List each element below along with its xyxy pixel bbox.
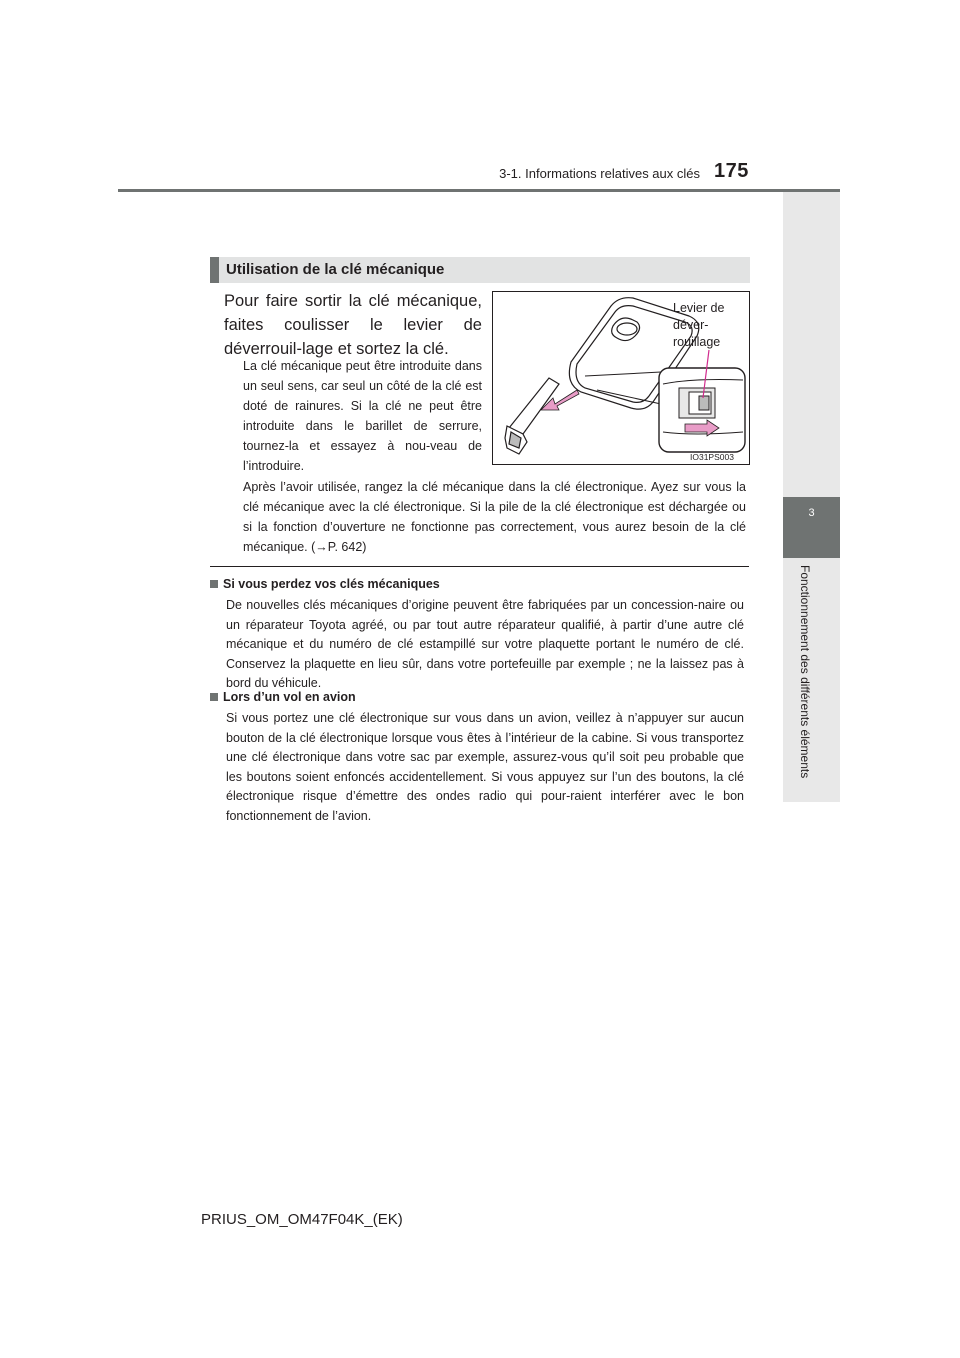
key-illustration [492,291,750,465]
note-heading-text: Si vous perdez vos clés mécaniques [223,577,440,591]
section-heading: Utilisation de la clé mécanique [226,261,445,278]
chapter-title: Fonctionnement des différents éléments [797,565,812,779]
chapter-number: 3 [808,507,815,519]
document-code: PRIUS_OM_OM47F04K_(EK) [201,1211,403,1228]
note-heading-text: Lors d’un vol en avion [223,690,356,704]
note-body: De nouvelles clés mécaniques d’origine peuvent être fabriquées par un concession-naire ou un réparateur Toyota agréé, ou par tout autre réparateur qualifié, à partir d’une autre clé mécanique et du numéro de clé estampillé sur votre plaquette portant le numéro de clé. Conservez la plaquette en lieu sûr, dans votre portefeuille par exemple ; ne la laissez pas à bord du véhicule. [226,598,744,690]
lever-callout [673,300,724,351]
page-number: 175 [714,160,749,182]
section-title: 3-1. Informations relatives aux clés [499,166,700,181]
chapter-title-wrap [783,565,840,802]
header-rule [118,189,840,192]
square-bullet-icon [210,693,218,701]
lead-instruction: Pour faire sortir la clé mécanique, faites coulisser le levier de déverrouil-lage et sortez la clé. [224,292,482,358]
note-heading [210,690,356,704]
callout-line: Levier de [673,301,725,315]
square-bullet-icon [210,580,218,588]
note-heading [210,577,440,591]
section-heading-marker [210,257,219,283]
callout-line: déver- [673,318,709,332]
figure-code: IO31PS003 [690,452,734,462]
release-lever-inset [659,368,745,452]
notes-divider [210,566,749,567]
paragraph-key-orientation: La clé mécanique peut être introduite dans un seul sens, car seul un côté de la clé est doté de rainures. Si la clé ne peut être introduite dans le barillet de serrure, tournez-la et essayez à nou-veau de l’introduire. [243,359,482,473]
note-body: Si vous portez une clé électronique sur vous dans un avion, veillez à n’appuyer sur aucun bouton de la clé électronique lorsque vous êtes à l’intérieur de la cabine. Si vous transportez une clé électronique dans votre sac par exemple, assurez-vous qu’il soit peu probable que les boutons soient enfoncés accidentellement. Si vous appuyez sur l’un des boutons, la clé électronique risque d’émettre des ondes radio qui pour-raient interférer avec le bon fonctionnement de l’avion. [226,711,744,823]
paragraph-key-storage: Après l’avoir utilisée, rangez la clé mécanique dans la clé électronique. Ayez sur vous la clé mécanique avec la clé électronique. Si la pile de la clé électronique est déchargée ou si la fonction d’ouverture ne fonctionne pas correctement, vous aurez besoin de la clé mécanique. (→P. 642) [243,480,746,554]
callout-line: rouillage [673,335,721,349]
